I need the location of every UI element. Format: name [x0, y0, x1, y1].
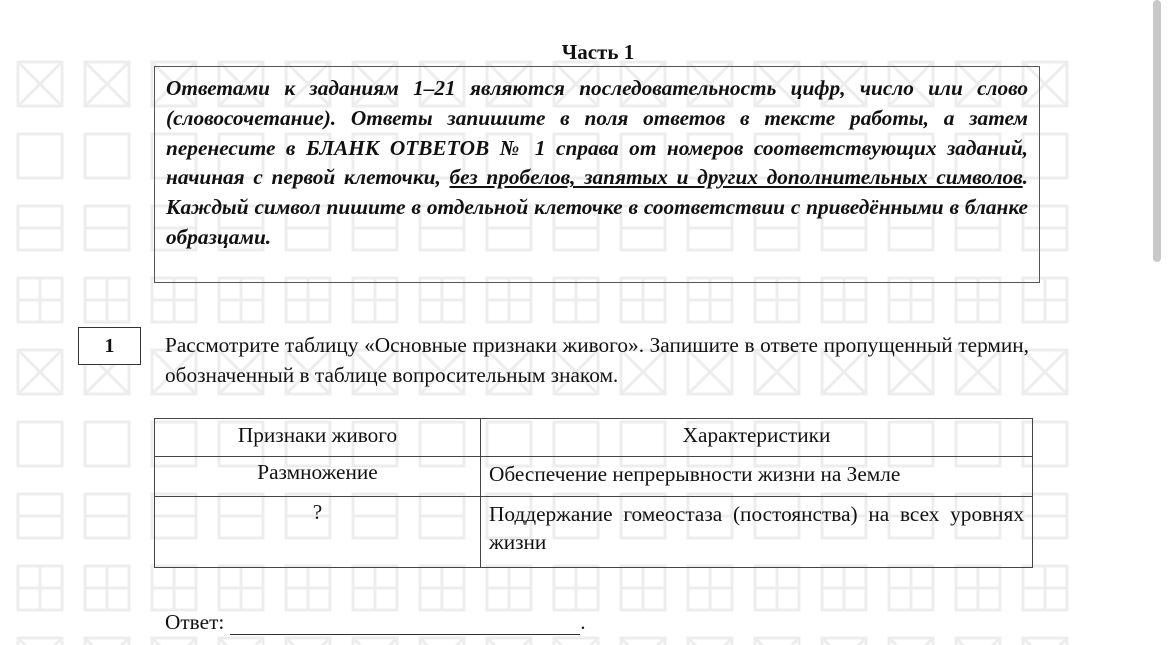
- watermark-cell: [487, 638, 531, 645]
- watermark-cell: [420, 278, 464, 322]
- header-traits: Признаки живого: [155, 419, 481, 457]
- table-header-row: [155, 419, 1033, 457]
- watermark-cell: [420, 638, 464, 645]
- watermark-cell: [755, 278, 799, 322]
- watermark-cell: [956, 566, 1000, 610]
- watermark-cell: [889, 638, 933, 645]
- watermark-cell: [85, 422, 129, 466]
- watermark-cell: [621, 278, 665, 322]
- instructions-box: [154, 66, 1040, 283]
- watermark-cell: [152, 566, 196, 610]
- watermark-cell: [554, 638, 598, 645]
- watermark-cell: [554, 278, 598, 322]
- watermark-cell: [18, 494, 62, 538]
- table-cell-characteristic: Поддержание гомеостаза (постоянства) на всех уровнях жизни: [481, 497, 1033, 568]
- watermark-cell: [18, 134, 62, 178]
- watermark-cell: [18, 422, 62, 466]
- watermark-cell: [286, 278, 330, 322]
- part-title: Часть 1: [561, 40, 635, 64]
- watermark-cell: [822, 278, 866, 322]
- watermark-cell: [18, 62, 62, 106]
- instructions-text-2: . Каждый символ пишите в отдельной клеточке в соответствии с приведёнными в бланке образцами.: [166, 165, 1028, 249]
- watermark-cell: [956, 638, 1000, 645]
- watermark-cell: [18, 638, 62, 645]
- answer-label: Ответ:: [165, 610, 225, 634]
- watermark-cell: [889, 566, 933, 610]
- watermark-cell: [688, 566, 732, 610]
- watermark-cell: [152, 278, 196, 322]
- instructions-underlined-text: без пробелов, запятых и других дополнительных символов: [449, 165, 1023, 190]
- watermark-cell: [889, 278, 933, 322]
- watermark-cell: [85, 278, 129, 322]
- watermark-cell: [18, 206, 62, 250]
- watermark-cell: [554, 566, 598, 610]
- watermark-cell: [353, 638, 397, 645]
- watermark-cell: [353, 566, 397, 610]
- answer-line: [165, 610, 586, 635]
- scrollbar-thumb[interactable]: [1153, 0, 1161, 262]
- watermark-cell: [1023, 350, 1067, 394]
- traits-table: [154, 418, 1033, 568]
- instructions-text-1: Ответами к заданиям 1–21 являются последовательность цифр, число или слово (словосочетание). Ответы запишите в поля ответов в тексте работы, а затем перенесите в БЛАНК ОТВЕТОВ № 1 справа от номеров соответствующих заданий, начиная с первой клеточки,: [166, 76, 1028, 190]
- watermark-cell: [219, 638, 263, 645]
- watermark-cell: [1023, 566, 1067, 610]
- watermark-cell: [85, 494, 129, 538]
- watermark-cell: [688, 278, 732, 322]
- watermark-cell: [286, 638, 330, 645]
- watermark-cell: [621, 638, 665, 645]
- watermark-cell: [1023, 638, 1067, 645]
- watermark-cell: [688, 638, 732, 645]
- watermark-cell: [85, 566, 129, 610]
- watermark-cell: [822, 566, 866, 610]
- watermark-cell: [755, 566, 799, 610]
- watermark-cell: [219, 566, 263, 610]
- watermark-cell: [85, 62, 129, 106]
- watermark-cell: [755, 638, 799, 645]
- watermark-cell: [85, 206, 129, 250]
- watermark-cell: [85, 134, 129, 178]
- watermark-cell: [621, 566, 665, 610]
- watermark-cell: [85, 638, 129, 645]
- table-row: [155, 457, 1033, 497]
- watermark-cell: [152, 638, 196, 645]
- watermark-cell: [18, 566, 62, 610]
- answer-end-mark: .: [580, 610, 586, 634]
- watermark-cell: [487, 566, 531, 610]
- answer-field[interactable]: [230, 612, 580, 635]
- watermark-cell: [18, 350, 62, 394]
- task-number: 1: [78, 327, 141, 365]
- watermark-cell: [18, 278, 62, 322]
- table-row: [155, 497, 1033, 568]
- watermark-cell: [420, 566, 464, 610]
- header-characteristics: Характеристики: [481, 419, 1033, 457]
- watermark-cell: [822, 638, 866, 645]
- task-text: Рассмотрите таблицу «Основные признаки живого». Запишите в ответе пропущенный термин, обозначенный в таблице вопросительным знаком.: [165, 333, 1029, 387]
- table-cell-trait: ?: [155, 497, 481, 568]
- table-cell-characteristic: Обеспечение непрерывности жизни на Земле: [481, 457, 1033, 497]
- watermark-cell: [353, 278, 397, 322]
- watermark-cell: [1023, 278, 1067, 322]
- watermark-cell: [956, 278, 1000, 322]
- table-cell-trait: Размножение: [155, 457, 481, 497]
- watermark-cell: [219, 278, 263, 322]
- watermark-cell: [286, 566, 330, 610]
- watermark-cell: [487, 278, 531, 322]
